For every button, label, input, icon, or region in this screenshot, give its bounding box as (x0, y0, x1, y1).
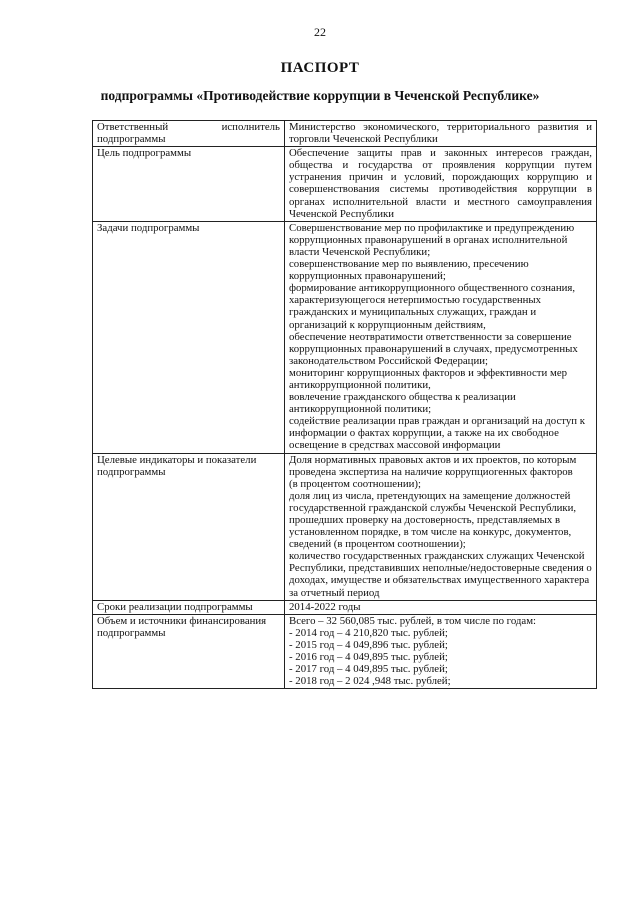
goal-label: Цель подпрограммы (93, 147, 285, 222)
list-item: Доля нормативных правовых актов и их проектов, по которым проведена экспертиза на наличие коррупциогенных факторов (289, 453, 577, 478)
indicators-value (285, 453, 597, 600)
list-item: - 2015 год – 4 049,896 тыс. рублей; (289, 638, 448, 651)
table-row (93, 600, 597, 614)
list-item: Всего – 32 560,085 тыс. рублей, в том числе по годам: (289, 614, 537, 627)
tasks-label: Задачи подпрограммы (93, 221, 285, 453)
list-item: - 2014 год – 4 210,820 тыс. рублей; (289, 626, 448, 639)
tasks-value (285, 221, 597, 453)
table-row (93, 614, 597, 689)
terms-label: Сроки реализации подпрограммы (93, 600, 285, 614)
passport-table (92, 120, 597, 689)
list-item: - 2017 год – 4 049,895 тыс. рублей; (289, 663, 448, 676)
table-row (93, 453, 597, 600)
terms-value: 2014-2022 годы (285, 600, 597, 614)
list-item: количество государственных гражданских служащих Чеченской Республики, представивших неполные/недостоверные сведения о доходах, имуществе и обязательствах имущественного характера за отчетный период (289, 550, 592, 599)
document-title: ПАСПОРТ (280, 60, 360, 76)
list-item: - 2018 год – 2 024 ,948 тыс. рублей; (289, 675, 451, 688)
table-row (93, 121, 597, 147)
list-item: обеспечение неотвратимости ответственности за совершение коррупционных правонарушений в случаях, предусмотренных законодательством Российской Федерации; (289, 330, 578, 367)
funding-value (285, 614, 597, 689)
list-item: Совершенствование мер по профилактике и предупреждению коррупционных правонарушений в органах исполнительной власти Чеченской Республики; (289, 221, 575, 258)
indicators-label: Целевые индикаторы и показатели подпрограммы (93, 453, 285, 600)
goal-value: Обеспечение защиты прав и законных интересов граждан, общества и государства от проявления коррупции путем устранения причин и условий, порождающих коррупцию и совершенствования системы противодействия коррупции в органах исполнительной власти и местного самоуправления Чеченской Республики (285, 147, 597, 222)
responsible-value: Министерство экономического, территориального развития и торговли Чеченской Республики (285, 121, 597, 147)
list-item: формирование антикоррупционного общественного сознания, характеризующегося нетерпимостью государственных гражданских и муниципальных служащих, граждан и организаций к коррупционным действиям, (289, 282, 576, 331)
page-number: 22 (314, 25, 326, 39)
responsible-label: Ответственный исполнитель подпрограммы (93, 121, 285, 147)
table-row (93, 147, 597, 222)
list-item: - 2016 год – 4 049,895 тыс. рублей; (289, 651, 448, 664)
list-item: содействие реализации прав граждан и организаций на доступ к информации о фактах коррупции, а также на их свободное освещение в средствах массовой информации (289, 415, 585, 452)
funding-label: Объем и источники финансирования подпрограммы (93, 614, 285, 689)
list-item: вовлечение гражданского общества к реализации антикоррупционной политики; (289, 391, 516, 416)
document-subtitle: подпрограммы «Противодействие коррупции в Чеченской Республике» (100, 88, 540, 103)
list-item: совершенствование мер по выявлению, пресечению коррупционных правонарушений; (289, 258, 529, 283)
list-item: мониторинг коррупционных факторов и эффективности мер антикоррупционной политики, (289, 366, 568, 391)
table-row (93, 221, 597, 453)
list-item: (в процентом соотношении); (289, 477, 421, 490)
list-item: доля лиц из числа, претендующих на замещение должностей государственной гражданской службы Чеченской Республики, прошедших проверку на достоверность, представляемых в установленном порядке, в том числе на конкурс, документов, сведений (в процентом соотношении); (289, 489, 577, 551)
